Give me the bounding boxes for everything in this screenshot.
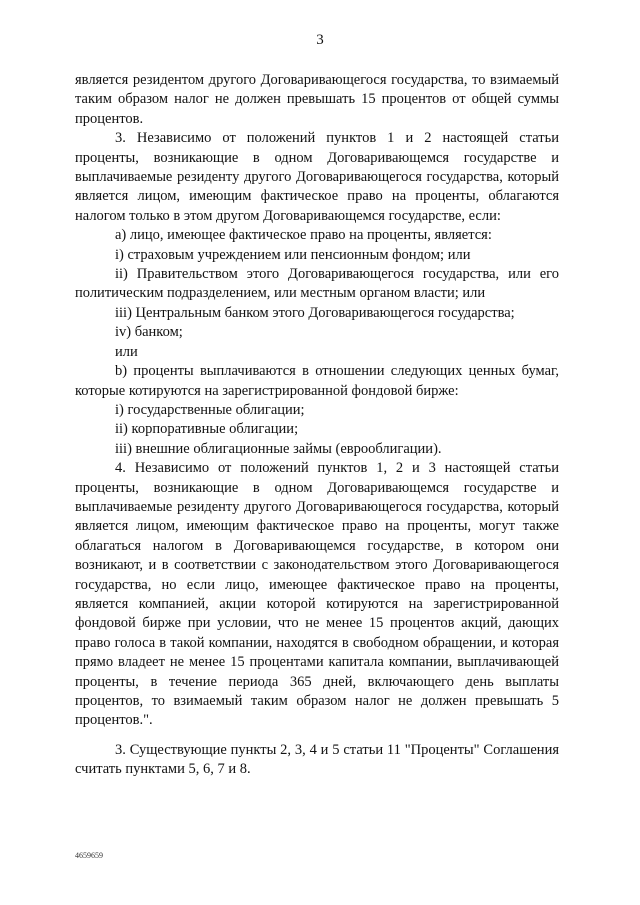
- paragraph-continuation: является резидентом другого Договаривающегося государства, то взимаемый таким образом налог не должен превышать 15 процентов от общей суммы процентов.: [75, 72, 559, 127]
- paragraph-point-4: 4. Независимо от положений пунктов 1, 2 и 3 настоящей статьи проценты, возникающие в одном Договаривающемся государстве и выплачиваемые резиденту другого Договаривающегося государства, который является лицом, имеющим фактическое право на проценты, могут также облагаться налогом в Договаривающемся государстве, в котором они возникают, и в соответствии с законодательством этого Договаривающегося государства, но если лицо, имеющее фактическое право на проценты, является компанией, акции которой котируются на зарегистрированной фондовой бирже при условии, что не менее 15 процентов акций, дающих право голоса в такой компании, находятся в свободном обращении, и которая прямо владеет не менее 15 процентами капитала компании, выплачивающей проценты, в течение периода 365 дней, включающего день выплаты процентов, то взимаемый таким образом налог не должен превышать 5 процентов.".: [75, 460, 559, 729]
- document-id: 4659659: [75, 851, 103, 860]
- subpoint-b: b) проценты выплачиваются в отношении следующих ценных бумаг, которые котируются на зарегистрированной фондовой бирже:: [75, 363, 559, 399]
- subpoint-a-i: i) страховым учреждением или пенсионным фондом; или: [115, 246, 471, 263]
- conjunction-or: или: [115, 343, 138, 360]
- paragraph-point-3: 3. Независимо от положений пунктов 1 и 2 настоящей статьи проценты, возникающие в одном Договаривающемся государстве и выплачиваемые резиденту другого Договаривающегося государства, который является лицом, имеющим фактическое право на проценты, облагаются налогом только в этом другом Договаривающемся государстве, если:: [75, 130, 559, 224]
- subpoint-b-ii: ii) корпоративные облигации;: [115, 421, 299, 438]
- document-body: [75, 71, 559, 780]
- subpoint-b-i: i) государственные облигации;: [115, 401, 305, 418]
- subpoint-a: а) лицо, имеющее фактическое право на проценты, является:: [115, 227, 492, 244]
- page-number: 3: [316, 32, 324, 48]
- subpoint-a-iii: iii) Центральным банком этого Договаривающегося государства;: [115, 304, 515, 321]
- subpoint-a-ii: ii) Правительством этого Договаривающегося государства, или его политическим подразделением, или местным органом власти; или: [75, 266, 559, 302]
- paragraph-amendment-3: 3. Существующие пункты 2, 3, 4 и 5 статьи 11 "Проценты" Соглашения считать пунктами 5, 6, 7 и 8.: [75, 741, 559, 778]
- subpoint-b-iii: iii) внешние облигационные займы (еврооблигации).: [115, 440, 442, 457]
- subpoint-a-iv: iv) банком;: [115, 324, 183, 341]
